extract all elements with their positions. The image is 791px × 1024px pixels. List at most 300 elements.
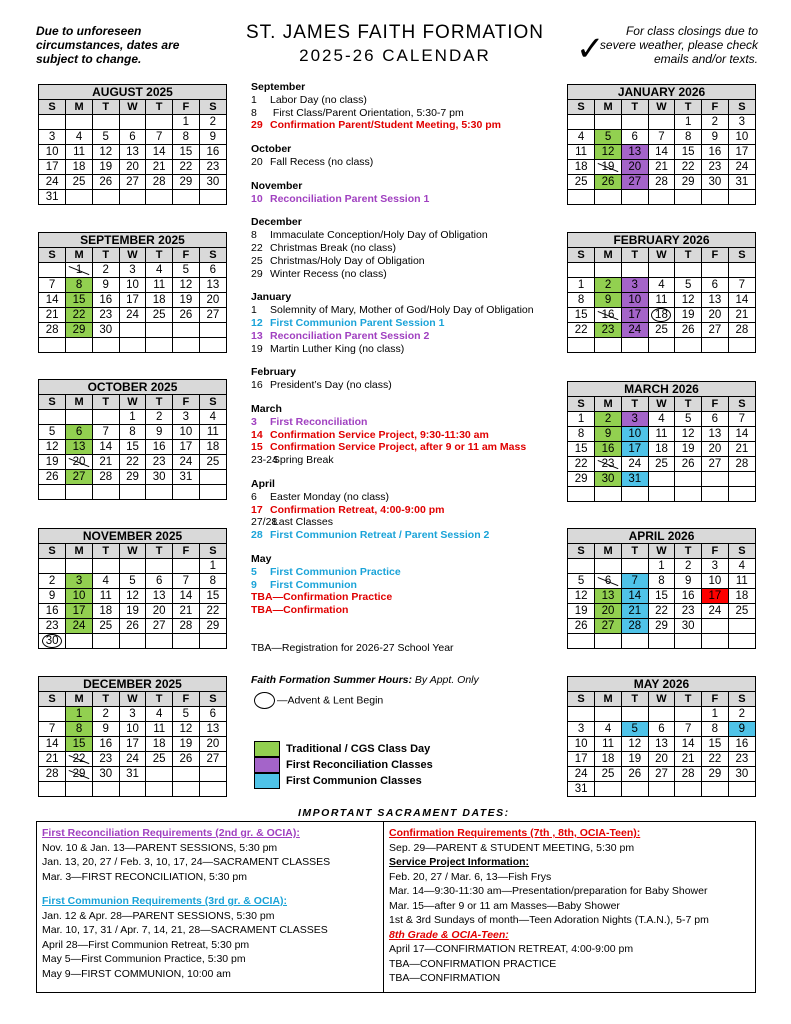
day-cell: 1 (119, 410, 146, 425)
empty-cell (39, 782, 66, 797)
day-cell: 1 (66, 263, 93, 278)
weekday-header: F (702, 397, 729, 412)
event-text: Confirmation Service Project, 9:30-11:30 am (270, 428, 489, 441)
event-date: 3 (251, 415, 257, 428)
day-cell: 6 (595, 574, 622, 589)
day-cell: 15 (66, 293, 93, 308)
day-cell: 27 (199, 308, 226, 323)
day-cell: 10 (621, 427, 648, 442)
weekday-header: T (92, 692, 119, 707)
page-subtitle: 2025-26 CALENDAR (299, 46, 491, 65)
day-cell: 27 (648, 767, 675, 782)
advent-note-text: —Advent & Lent Begin (277, 694, 384, 707)
empty-cell (621, 338, 648, 353)
day-cell: 9 (595, 427, 622, 442)
day-cell: 31 (728, 175, 755, 190)
weekday-header: S (199, 100, 226, 115)
communion-heading: First Communion Requirements (3rd gr. & OCIA): (42, 895, 288, 907)
day-cell: 16 (728, 737, 755, 752)
calendar-november-2025 (38, 528, 227, 649)
calendar-table (568, 544, 755, 648)
day-cell: 25 (568, 175, 595, 190)
day-cell: 9 (702, 130, 729, 145)
weekday-header: S (39, 544, 66, 559)
week-row (568, 707, 755, 722)
empty-cell (66, 115, 93, 130)
weekday-header: F (173, 248, 200, 263)
day-cell: 13 (702, 427, 729, 442)
event-text: Confirmation Service Project, after 9 or 11 am Mass (270, 441, 527, 454)
day-cell: 23 (92, 752, 119, 767)
weekday-header: S (568, 248, 595, 263)
empty-cell (119, 485, 146, 500)
event-date: 17 (251, 503, 263, 516)
event-text: First Communion Retreat / Parent Session 2 (270, 529, 490, 542)
day-cell: 21 (39, 308, 66, 323)
day-cell: 24 (66, 619, 93, 634)
weekday-header: W (119, 544, 146, 559)
calendar-table (39, 248, 226, 352)
empty-cell (595, 634, 622, 649)
teen-heading: 8th Grade & OCIA-Teen: (389, 928, 509, 941)
advent-note (254, 692, 383, 709)
day-cell: 31 (568, 782, 595, 797)
day-cell: 14 (39, 737, 66, 752)
day-cell: 20 (66, 455, 93, 470)
event-text: First Reconciliation (270, 415, 368, 428)
day-cell: 27 (595, 619, 622, 634)
day-cell: 13 (66, 440, 93, 455)
empty-cell (568, 559, 595, 574)
day-cell: 3 (621, 278, 648, 293)
left-requirements-column (42, 826, 382, 981)
empty-cell (675, 190, 702, 205)
day-cell: 16 (199, 145, 226, 160)
weekday-header: M (66, 100, 93, 115)
empty-cell (702, 190, 729, 205)
calendar-table (39, 544, 226, 648)
empty-cell (595, 115, 622, 130)
empty-cell (146, 323, 173, 338)
day-cell: 23 (39, 619, 66, 634)
event-item (251, 193, 561, 206)
requirement-line: Mar. 10, 17, 31 / Apr. 7, 14, 21, 28—SACRAMENT CLASSES (42, 924, 328, 936)
day-cell: 4 (199, 410, 226, 425)
day-cell: 7 (92, 425, 119, 440)
day-cell: 31 (119, 767, 146, 782)
calendar-month-title: MAY 2026 (568, 677, 755, 692)
day-cell: 6 (146, 574, 173, 589)
weekday-header: F (173, 544, 200, 559)
weekday-header: W (648, 544, 675, 559)
day-cell: 20 (146, 604, 173, 619)
event-item (251, 516, 561, 529)
weekday-header: S (728, 248, 755, 263)
teen-lines (389, 942, 749, 986)
empty-cell (146, 767, 173, 782)
empty-cell (199, 767, 226, 782)
day-cell: 11 (92, 589, 119, 604)
event-text: First Communion Practice (270, 565, 401, 578)
empty-cell (702, 487, 729, 502)
day-cell: 24 (119, 308, 146, 323)
day-cell: 22 (173, 160, 200, 175)
day-cell: 27 (119, 175, 146, 190)
service-project-heading: Service Project Information: (389, 856, 530, 868)
legend-swatch (254, 757, 280, 773)
day-cell: 12 (568, 589, 595, 604)
week-row (39, 589, 226, 604)
day-cell: 28 (675, 767, 702, 782)
event-date: 20 (251, 155, 263, 168)
event-text: First Class/Parent Orientation, 5:30-7 pm (270, 106, 464, 119)
event-date: 13 (251, 329, 263, 342)
sacrament-requirements-box (36, 821, 756, 993)
weekday-header: T (675, 248, 702, 263)
empty-cell (595, 190, 622, 205)
week-row (568, 442, 755, 457)
week-row (568, 737, 755, 752)
event-item (251, 317, 561, 330)
calendar-month-title: NOVEMBER 2025 (39, 529, 226, 544)
day-cell: 2 (199, 115, 226, 130)
calendar-month-title: JANUARY 2026 (568, 85, 755, 100)
empty-cell (66, 190, 93, 205)
calendar-table (568, 100, 755, 204)
day-cell: 13 (621, 145, 648, 160)
day-cell: 7 (648, 130, 675, 145)
event-item (251, 429, 561, 442)
day-cell: 5 (675, 412, 702, 427)
week-row (568, 487, 755, 502)
day-cell: 20 (648, 752, 675, 767)
week-row (568, 175, 755, 190)
summer-hours-value: By Appt. Only (412, 674, 479, 686)
empty-cell (568, 190, 595, 205)
weekday-header: F (702, 692, 729, 707)
empty-cell (66, 410, 93, 425)
day-cell: 8 (199, 574, 226, 589)
day-cell: 2 (92, 707, 119, 722)
day-cell: 19 (173, 293, 200, 308)
column-divider (383, 822, 384, 992)
empty-cell (568, 263, 595, 278)
day-cell: 25 (648, 323, 675, 338)
empty-cell (66, 559, 93, 574)
empty-cell (595, 707, 622, 722)
event-item (251, 579, 561, 592)
day-cell: 29 (66, 767, 93, 782)
calendar-may-2026 (567, 676, 756, 797)
day-cell: 9 (199, 130, 226, 145)
day-cell: 11 (595, 737, 622, 752)
day-cell: 20 (621, 160, 648, 175)
empty-cell (675, 634, 702, 649)
week-row (568, 308, 755, 323)
day-cell: 14 (146, 145, 173, 160)
empty-cell (648, 634, 675, 649)
day-cell: 10 (702, 574, 729, 589)
event-date: 15 (251, 441, 263, 454)
day-cell: 7 (173, 574, 200, 589)
empty-cell (728, 190, 755, 205)
day-cell: 29 (702, 767, 729, 782)
event-date: 16 (251, 379, 263, 392)
empty-cell (675, 707, 702, 722)
week-row (568, 278, 755, 293)
empty-cell (568, 707, 595, 722)
week-row (39, 190, 226, 205)
weekday-header: W (648, 692, 675, 707)
day-cell: 13 (648, 737, 675, 752)
day-cell: 22 (119, 455, 146, 470)
day-cell: 26 (119, 619, 146, 634)
day-cell: 14 (728, 293, 755, 308)
day-cell: 26 (173, 308, 200, 323)
day-cell: 3 (119, 707, 146, 722)
event-date: 1 (251, 304, 257, 317)
weekday-header: T (146, 248, 173, 263)
event-text: TBA—Confirmation Practice (251, 591, 393, 604)
day-cell: 26 (92, 175, 119, 190)
empty-cell (702, 782, 729, 797)
event-date: 23-24 (251, 454, 278, 467)
event-text: Christmas/Holy Day of Obligation (270, 254, 425, 267)
day-cell: 20 (702, 308, 729, 323)
day-cell: 1 (675, 115, 702, 130)
requirement-line: Jan. 12 & Apr. 28—PARENT SESSIONS, 5:30 pm (42, 909, 275, 922)
day-cell: 11 (146, 722, 173, 737)
weekday-header: F (702, 248, 729, 263)
day-cell: 28 (92, 470, 119, 485)
requirement-line: TBA—CONFIRMATION PRACTICE (389, 957, 557, 970)
day-cell: 9 (675, 574, 702, 589)
day-cell: 21 (621, 604, 648, 619)
empty-cell (648, 263, 675, 278)
day-cell: 20 (199, 293, 226, 308)
day-cell: 14 (728, 427, 755, 442)
calendar-march-2026 (567, 381, 756, 502)
day-cell: 6 (66, 425, 93, 440)
event-text: Easter Monday (no class) (270, 490, 390, 503)
weekday-header: M (595, 100, 622, 115)
day-cell: 4 (66, 130, 93, 145)
calendar-table (39, 395, 226, 499)
event-date: 29 (251, 267, 263, 280)
empty-cell (595, 559, 622, 574)
day-cell: 11 (199, 425, 226, 440)
requirement-line: Jan. 13, 20, 27 / Feb. 3, 10, 17, 24—SACRAMENT CLASSES (42, 856, 331, 868)
day-cell: 4 (728, 559, 755, 574)
day-cell: 24 (39, 175, 66, 190)
day-cell: 11 (648, 427, 675, 442)
day-cell: 15 (648, 589, 675, 604)
day-cell: 19 (675, 308, 702, 323)
requirement-line: May 9—FIRST COMMUNION, 10:00 am (42, 967, 231, 980)
empty-cell (119, 190, 146, 205)
week-row (568, 782, 755, 797)
calendar-table (39, 692, 226, 796)
week-row (568, 323, 755, 338)
day-cell: 15 (568, 308, 595, 323)
day-cell: 14 (173, 589, 200, 604)
important-dates-title: IMPORTANT SACRAMENT DATES: (298, 807, 510, 819)
day-cell: 10 (39, 145, 66, 160)
weekday-header: F (173, 692, 200, 707)
weather-note: For class closings due to severe weather, please check emails and/or texts. (599, 24, 758, 66)
event-text: Confirmation Parent/Student Meeting, 5:30 pm (270, 119, 502, 132)
day-cell: 12 (173, 278, 200, 293)
day-cell: 29 (66, 323, 93, 338)
legend-label: First Reconciliation Classes (286, 758, 433, 771)
day-cell: 30 (702, 175, 729, 190)
day-cell: 29 (119, 470, 146, 485)
day-cell: 8 (648, 574, 675, 589)
day-cell: 5 (621, 722, 648, 737)
day-cell: 25 (146, 752, 173, 767)
week-row (568, 145, 755, 160)
week-row (39, 160, 226, 175)
day-cell: 17 (119, 293, 146, 308)
empty-cell (621, 634, 648, 649)
event-text: First Communion (270, 578, 357, 591)
week-row (39, 338, 226, 353)
week-row (568, 619, 755, 634)
empty-cell (173, 559, 200, 574)
event-date: 27/28 (251, 516, 278, 529)
requirement-line: Mar. 3—FIRST RECONCILIATION, 5:30 pm (42, 870, 247, 883)
day-cell: 22 (675, 160, 702, 175)
day-cell: 3 (66, 574, 93, 589)
day-cell: 15 (119, 440, 146, 455)
day-cell: 2 (702, 115, 729, 130)
empty-cell (621, 263, 648, 278)
event-text: Solemnity of Mary, Mother of God/Holy Day of Obligation (270, 304, 534, 317)
day-cell: 31 (39, 190, 66, 205)
day-cell: 17 (621, 308, 648, 323)
empty-cell (146, 559, 173, 574)
disclaimer-note: Due to unforeseen circumstances, dates are subject to change. (36, 24, 180, 66)
day-cell: 25 (648, 457, 675, 472)
day-cell: 11 (66, 145, 93, 160)
day-cell: 17 (39, 160, 66, 175)
weekday-header: S (199, 395, 226, 410)
empty-cell (119, 323, 146, 338)
event-date: 6 (251, 490, 257, 503)
day-cell: 5 (173, 707, 200, 722)
event-text: Martin Luther King (no class) (270, 342, 405, 355)
event-text: TBA—Confirmation (251, 604, 349, 617)
empty-cell (728, 338, 755, 353)
requirement-line: 1st & 3rd Sundays of month—Teen Adoration Nights (T.A.N.), 5-7 pm (389, 914, 709, 926)
weekday-header: T (146, 692, 173, 707)
event-item (251, 119, 561, 132)
week-row (39, 722, 226, 737)
confirmation-meeting: Sep. 29—PARENT & STUDENT MEETING, 5:30 pm (389, 841, 635, 854)
day-cell: 22 (199, 604, 226, 619)
requirement-line: Mar. 14—9:30-11:30 am—Presentation/preparation for Baby Shower (389, 885, 708, 897)
day-cell: 10 (66, 589, 93, 604)
day-cell: 3 (621, 412, 648, 427)
day-cell: 14 (675, 737, 702, 752)
day-cell: 30 (675, 619, 702, 634)
empty-cell (66, 485, 93, 500)
event-month-heading: March (251, 402, 282, 415)
event-date: 5 (251, 565, 257, 578)
weekday-header: S (568, 544, 595, 559)
day-cell: 14 (39, 293, 66, 308)
legend-item (254, 741, 433, 757)
day-cell: 5 (675, 278, 702, 293)
week-row (39, 470, 226, 485)
calendar-september-2025 (38, 232, 227, 353)
day-cell: 13 (119, 145, 146, 160)
empty-cell (92, 410, 119, 425)
calendar-table (568, 248, 755, 352)
week-row (568, 634, 755, 649)
empty-cell (595, 782, 622, 797)
day-cell: 18 (728, 589, 755, 604)
weekday-header: M (595, 692, 622, 707)
day-cell: 7 (39, 278, 66, 293)
event-item (251, 343, 561, 356)
day-cell: 26 (595, 175, 622, 190)
day-cell: 28 (621, 619, 648, 634)
legend-swatch (254, 773, 280, 789)
calendar-table (568, 692, 755, 796)
week-row (568, 574, 755, 589)
week-row (39, 767, 226, 782)
day-cell: 2 (675, 559, 702, 574)
event-item (251, 416, 561, 429)
event-month-heading: October (251, 143, 292, 156)
summer-hours-label: Faith Formation Summer Hours: (251, 674, 413, 686)
day-cell: 21 (675, 752, 702, 767)
event-date: 22 (251, 241, 263, 254)
weekday-header: W (648, 248, 675, 263)
day-cell: 29 (199, 619, 226, 634)
day-cell: 5 (568, 574, 595, 589)
day-cell: 6 (199, 263, 226, 278)
day-cell: 30 (199, 175, 226, 190)
day-cell: 18 (146, 293, 173, 308)
empty-cell (728, 634, 755, 649)
event-date: 9 (251, 578, 257, 591)
day-cell: 10 (173, 425, 200, 440)
day-cell: 10 (621, 293, 648, 308)
empty-cell (173, 485, 200, 500)
empty-cell (119, 115, 146, 130)
event-text: Last Classes (270, 516, 334, 529)
day-cell: 27 (66, 470, 93, 485)
empty-cell (92, 485, 119, 500)
week-row (39, 323, 226, 338)
day-cell: 23 (92, 308, 119, 323)
week-row (568, 293, 755, 308)
day-cell: 24 (173, 455, 200, 470)
day-cell: 28 (39, 323, 66, 338)
empty-cell (119, 782, 146, 797)
weekday-header: S (728, 100, 755, 115)
day-cell: 23 (675, 604, 702, 619)
day-cell: 8 (173, 130, 200, 145)
weekday-header: W (119, 248, 146, 263)
day-cell: 1 (702, 707, 729, 722)
day-cell: 10 (728, 130, 755, 145)
day-cell: 3 (728, 115, 755, 130)
event-item (251, 491, 561, 504)
empty-cell (39, 707, 66, 722)
